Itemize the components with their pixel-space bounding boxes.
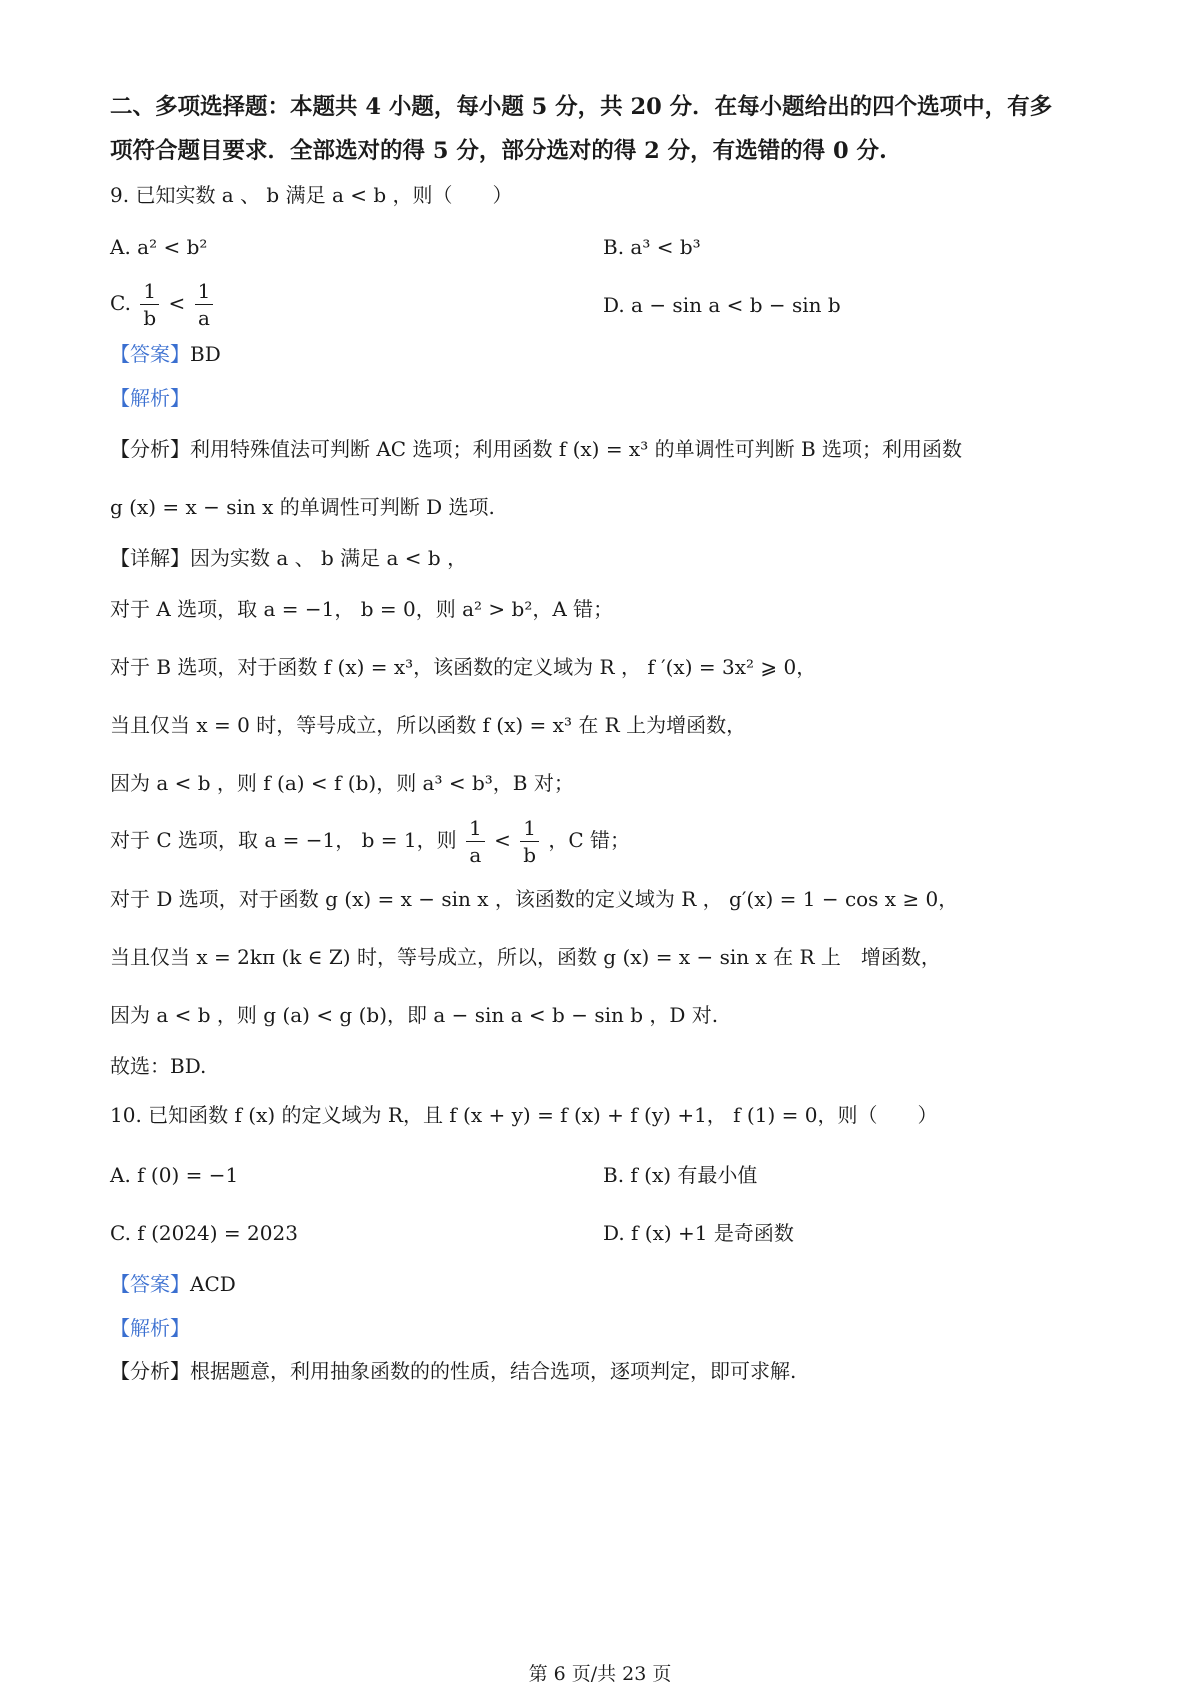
answer-tag: 【答案】 — [110, 342, 190, 366]
c-lt: < — [494, 828, 511, 852]
section-heading-line1: 二、多项选择题：本题共 4 小题，每小题 5 分，共 20 分．在每小题给出的四个选项中，有多 — [110, 94, 1053, 120]
c-line-post: ，C 错； — [548, 828, 631, 852]
analysis-text: 利用特殊值法可判断 AC 选项；利用函数 f (x) = x³ 的单调性可判断 B 选项；利用函数 — [190, 437, 963, 461]
q10-option-c: C. f (2024) = 2023 — [110, 1221, 298, 1245]
q10-option-a: A. f (0) = −1 — [110, 1163, 239, 1187]
q9-option-a: A. a² < b² — [110, 235, 208, 259]
frac-denominator: a — [469, 843, 482, 867]
frac-denominator: b — [523, 843, 537, 867]
frac-denominator: a — [198, 306, 210, 330]
page-footer: 第 6 页/共 23 页 — [528, 1663, 672, 1685]
q10-analysis: 【分析】根据题意，利用抽象函数的的性质，结合选项，逐项判定，即可求解. — [110, 1359, 797, 1383]
q9-analysis-line2: g (x) = x − sin x 的单调性可判断 D 选项. — [110, 495, 495, 519]
q9-detail-4: 因为 a < b ，则 f (a) < f (b)，则 a³ < b³，B 对； — [110, 771, 574, 795]
c-line-pre: 对于 C 选项，取 a = −1， b = 1，则 — [110, 828, 457, 852]
q10-analysis-tag: 【解析】 — [110, 1316, 190, 1340]
q9-option-c-lt: < — [168, 291, 186, 315]
q9-detail-2: 对于 B 选项，对于函数 f (x) = x³，该函数的定义域为 R ， f ′(x) = 3x² ⩾ 0， — [110, 655, 817, 679]
q9-option-c — [110, 278, 216, 331]
q9-detail-3: 当且仅当 x = 0 时，等号成立，所以函数 f (x) = x³ 在 R 上为增函数， — [110, 713, 747, 737]
answer-value: ACD — [190, 1272, 236, 1296]
q9-option-d: D. a − sin a < b − sin b — [603, 293, 841, 317]
q9-detail2-1: 当且仅当 x = 2kπ (k ∈ Z) 时，等号成立，所以，函数 g (x) = x − sin x 在 R 上 增函数， — [110, 945, 941, 969]
q9-analysis-tag: 【解析】 — [110, 386, 190, 410]
answer-tag: 【答案】 — [110, 1272, 190, 1296]
q9-detail2-3: 故选：BD. — [110, 1054, 207, 1078]
section-heading-line2: 项符合题目要求．全部选对的得 5 分，部分选对的得 2 分，有选错的得 0 分. — [110, 138, 887, 164]
frac-numerator: 1 — [140, 278, 159, 305]
q10-option-d: D. f (x) +1 是奇函数 — [603, 1221, 794, 1245]
c-frac1 — [466, 815, 485, 868]
q9-analysis-line1 — [110, 435, 962, 463]
q9-detail-c — [110, 815, 630, 868]
q9-stem: 9. 已知实数 a 、 b 满足 a < b ，则（ ） — [110, 183, 513, 207]
q9-detail-1: 对于 A 选项，取 a = −1， b = 0，则 a² > b²，A 错； — [110, 597, 614, 621]
q9-option-c-frac2 — [195, 278, 214, 331]
analysis-head: 【分析】 — [110, 437, 190, 461]
q9-detail-0: 【详解】因为实数 a 、 b 满足 a < b ， — [110, 546, 468, 570]
q9-option-b: B. a³ < b³ — [603, 235, 701, 259]
frac-numerator: 1 — [195, 278, 214, 305]
q10-stem: 10. 已知函数 f (x) 的定义域为 R，且 f (x + y) = f (x) + f (y) +1， f (1) = 0，则（ ） — [110, 1103, 938, 1127]
frac-denominator: b — [143, 306, 157, 330]
q10-answer — [110, 1270, 236, 1298]
frac-numerator: 1 — [520, 815, 539, 842]
q10-option-b: B. f (x) 有最小值 — [603, 1163, 758, 1187]
c-frac2 — [520, 815, 539, 868]
q9-detail2-2: 因为 a < b ，则 g (a) < g (b)，即 a − sin a < b − sin b ，D 对. — [110, 1003, 719, 1027]
answer-value: BD — [190, 342, 221, 366]
q9-answer — [110, 340, 221, 368]
q9-option-c-label: C. — [110, 291, 131, 315]
q9-detail2-0: 对于 D 选项，对于函数 g (x) = x − sin x ，该函数的定义域为 R ， g′(x) = 1 − cos x ≥ 0， — [110, 887, 959, 911]
frac-numerator: 1 — [466, 815, 485, 842]
q9-option-c-frac1 — [140, 278, 159, 331]
